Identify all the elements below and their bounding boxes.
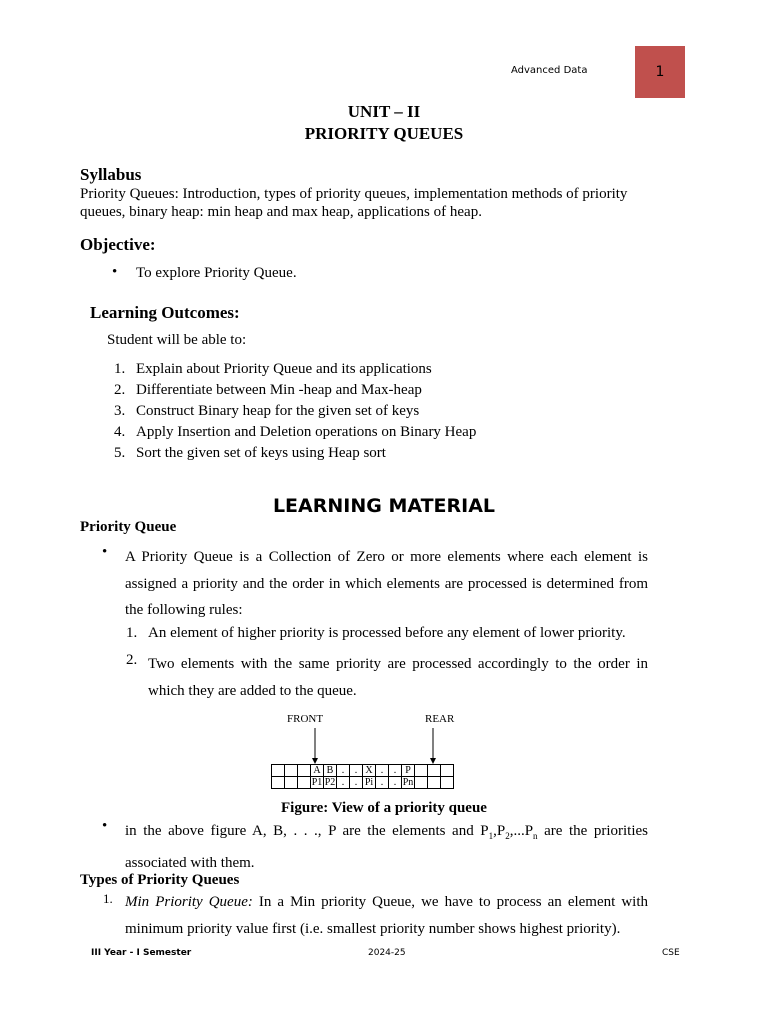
priority-cell: P1 [311, 777, 323, 788]
bullet-icon: • [112, 264, 118, 280]
outcome-item: Sort the given set of keys using Heap sort [136, 445, 386, 461]
queue-cell: . [376, 765, 389, 777]
outcome-number: 1. [114, 361, 126, 377]
queue-arrows [300, 726, 450, 766]
objective-heading: Objective: [80, 235, 156, 254]
priority-cell: Pi [363, 777, 376, 789]
footer-semester: III Year - I Semester [91, 948, 192, 958]
outcome-item: Apply Insertion and Deletion operations on Binary Heap [136, 424, 477, 440]
footer-dept: CSE [662, 948, 680, 958]
queue-cell: . [337, 765, 350, 777]
outcome-number: 2. [114, 382, 126, 398]
note-text: ,P [493, 823, 506, 839]
priority-cell [428, 777, 441, 789]
outcome-number: 4. [114, 424, 126, 440]
desc-text: In a Min priority Queue, we have to process an element with minimum priority value first (i.e. smallest priority number shows highest priority). [125, 894, 648, 937]
queue-cell: B [324, 765, 337, 777]
queue-cell [415, 765, 428, 777]
outcome-number: 5. [114, 445, 126, 461]
header-title: Advanced Data [511, 65, 588, 76]
priority-cell: . [376, 777, 389, 789]
queue-cell: . [350, 765, 363, 777]
outcome-item: Explain about Priority Queue and its applications [136, 361, 432, 377]
figure-caption: Figure: View of a priority queue [281, 800, 487, 816]
rule-number: 2. [126, 652, 138, 668]
priority-cell: Pn [402, 777, 414, 788]
subscript: 2 [505, 831, 510, 841]
note-text: ,...P [509, 823, 534, 839]
note-text: are the priorities associated with them. [125, 823, 648, 871]
syllabus-text: Priority Queues: Introduction, types of priority queues, implementation methods of priority queues, binary heap: min heap and max heap, applications of heap. [80, 186, 628, 220]
pq-definition: A Priority Queue is a Collection of Zero or more elements where each element is assigned a priority and the order in which elements are processed is determined from the following rules: [125, 549, 648, 618]
unit-subtitle: PRIORITY QUEUES [304, 124, 464, 143]
priority-cell: P2 [324, 777, 336, 788]
outcome-item: Differentiate between Min -heap and Max-heap [136, 382, 422, 398]
footer-year: 2024-25 [368, 948, 406, 958]
material-title: LEARNING MATERIAL [272, 495, 496, 517]
priority-cell [415, 777, 428, 789]
rear-label: REAR [425, 713, 455, 725]
syllabus-heading: Syllabus [80, 165, 142, 184]
front-label: FRONT [287, 713, 324, 725]
priority-cell [441, 777, 454, 789]
term: Min Priority Queue: [125, 894, 253, 910]
outcomes-heading: Learning Outcomes: [90, 303, 240, 322]
objective-item: To explore Priority Queue. [136, 265, 297, 281]
priority-queue-heading: Priority Queue [80, 519, 177, 535]
bullet-icon: • [102, 818, 108, 834]
unit-title: UNIT – II [347, 102, 421, 121]
queue-cell: . [389, 765, 402, 777]
priority-row [272, 777, 454, 789]
subscript: n [533, 831, 538, 841]
queue-cell [285, 765, 298, 777]
subscript: 1 [488, 831, 494, 841]
priority-cell [298, 777, 311, 789]
queue-cell: A [311, 765, 324, 777]
outcome-number: 3. [114, 403, 126, 419]
priority-cell: . [337, 777, 350, 789]
priority-cell: . [350, 777, 363, 789]
outcome-item: Construct Binary heap for the given set of keys [136, 403, 420, 419]
rule-number: 1. [126, 625, 138, 641]
note-text: in the above figure A, B, . . ., P are the elements and P [125, 823, 489, 839]
min-priority-queue-desc [125, 889, 648, 943]
element-row [272, 765, 454, 777]
queue-cell [272, 765, 285, 777]
priorities-note [125, 818, 648, 877]
queue-cell: X [363, 765, 376, 777]
priority-cell [272, 777, 285, 789]
type-number: 1. [103, 891, 113, 906]
bullet-icon: • [102, 544, 108, 560]
rule-item: Two elements with the same priority are processed accordingly to the order in which they are added to the queue. [148, 656, 648, 699]
priority-cell [285, 777, 298, 789]
priority-cell: . [389, 777, 402, 789]
priority-queue-diagram [271, 764, 454, 789]
page-number-badge: 1 [635, 46, 685, 98]
queue-cell: P [402, 765, 415, 777]
queue-cell [441, 765, 454, 777]
rule-item: An element of higher priority is processed before any element of lower priority. [148, 625, 626, 641]
outcomes-intro: Student will be able to: [107, 332, 247, 348]
queue-cell [428, 765, 441, 777]
types-heading: Types of Priority Queues [80, 872, 240, 888]
queue-cell [298, 765, 311, 777]
